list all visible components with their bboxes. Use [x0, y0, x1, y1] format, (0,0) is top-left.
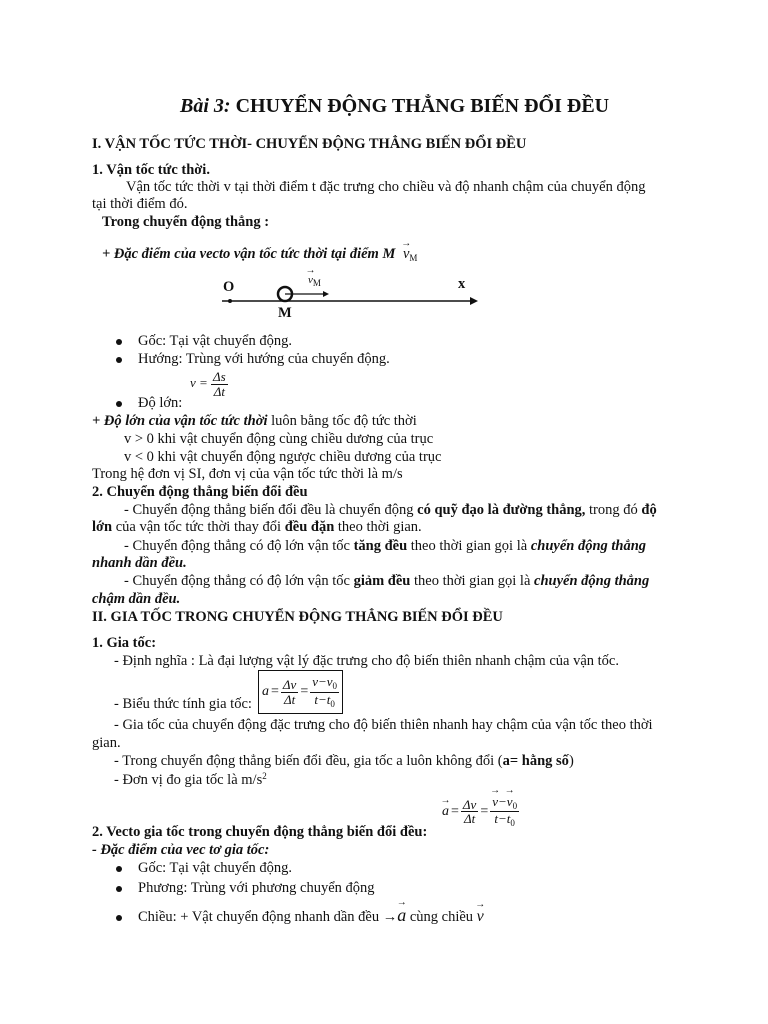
vm-subscript: M: [409, 253, 418, 263]
section-1-heading: I. VẬN TỐC TỨC THỜI- CHUYỂN ĐỘNG THẲNG BIẾN ĐỔI ĐỀU: [92, 136, 527, 152]
origin-point: [228, 299, 232, 303]
bullet-direction: Hướng: Trùng với hướng của chuyển động.: [138, 351, 390, 367]
bullet-dot: [116, 915, 122, 921]
direction-text: Chiều: + Vật chuyển động nhanh dần đều →: [138, 909, 398, 925]
fraction-numerator: Δs: [213, 369, 226, 384]
definition-line-2: [92, 520, 422, 536]
text-run: - Chuyển động thẳng có độ lớn vận tốc: [124, 538, 354, 554]
fraction-numerator: Δv: [282, 676, 297, 692]
vector-v: → v: [492, 795, 498, 809]
si-unit-note: Trong hệ đơn vị SI, đơn vị của vận tốc tức thời là m/s: [92, 466, 403, 482]
fraction-denominator: [312, 693, 337, 709]
fraction-denominator: Δt: [463, 811, 476, 827]
acceleration-definition: - Định nghĩa : Là đại lượng vật lý đặc trưng cho độ biến thiên nhanh chậm của vận tốc.: [114, 653, 619, 669]
acceleration-unit: [114, 772, 267, 789]
lesson-number: Bài 3:: [180, 95, 231, 117]
denominator-text: t−t: [314, 691, 331, 707]
text-run-bold: có quỹ đạo là đường thẳng,: [417, 502, 586, 518]
fraction-numerator: [461, 798, 478, 813]
section-2-heading: II. GIA TỐC TRONG CHUYỂN ĐỘNG THẲNG BIẾN ĐỔI ĐỀU: [92, 609, 503, 625]
fraction-numerator: [310, 675, 339, 692]
text-run-bold: đều đặn: [284, 519, 335, 535]
lesson-title: [180, 95, 609, 117]
bullet-dot: [116, 401, 122, 407]
straight-motion-label: Trong chuyển động thẳng :: [102, 214, 270, 230]
text-run: ): [568, 753, 574, 769]
bullet-dot: [116, 357, 122, 363]
minus-sign: −: [498, 794, 507, 809]
text-run-bold: tăng đều: [353, 538, 408, 554]
formula-equals: =: [480, 804, 489, 820]
formula-lhs: v =: [190, 375, 208, 391]
vm-symbol: [403, 246, 417, 262]
text-run: theo thời gian gọi là: [410, 573, 535, 589]
text-run-bold-italic: chuyển động thẳng: [530, 538, 647, 554]
origin-label: O: [223, 279, 235, 295]
acceleration-formula-box: [258, 670, 343, 714]
acceleration-characteristic-2: gian.: [92, 735, 121, 751]
magnitude-rest: luôn bằng tốc độ tức thời: [267, 413, 417, 429]
formula-equals: =: [300, 684, 309, 699]
point-m-label: M: [278, 305, 292, 321]
bullet-vector-origin: Gốc: Tại vật chuyển động.: [138, 860, 292, 876]
formula-fraction: [281, 678, 298, 706]
numerator-text: v−v: [312, 674, 333, 690]
text-run: theo thời gian gọi là: [407, 538, 531, 554]
magnitude-lead: + Độ lớn của vận tốc tức thời: [92, 413, 268, 429]
text-run: - Trong chuyển động thẳng biến đổi đều, gia tốc a luôn không đổi (: [114, 753, 503, 769]
formula-fraction: [310, 675, 339, 709]
bullet-magnitude: Độ lớn:: [138, 395, 183, 411]
accelerated-line-1: [124, 539, 646, 555]
acceleration-characteristic-1: - Gia tốc của chuyển động đặc trưng cho độ biến thiên nhanh hay chậm của vận tốc theo thời: [114, 717, 653, 733]
vector-v: → v: [477, 908, 484, 926]
formula-equals: =: [271, 684, 279, 699]
accelerated-line-2: nhanh dần đều.: [92, 555, 187, 571]
text-run: theo thời gian.: [334, 519, 422, 535]
bullet-vector-line: Phương: Trùng với phương chuyển động: [138, 880, 375, 896]
numerator-sub: 0: [332, 681, 338, 692]
fraction-denominator: Δt: [213, 383, 226, 399]
unit-text: - Đơn vị đo gia tốc là m/s: [114, 772, 263, 788]
velocity-vector-feature: [102, 247, 417, 264]
formula-fraction: [211, 370, 228, 398]
text-run: của vận tốc tức thời thay đổi: [112, 519, 285, 535]
vm-diagram-label: [308, 274, 321, 289]
positive-velocity-note: v > 0 khi vật chuyển động cùng chiều dương của trục: [124, 431, 434, 447]
feature-text: + Đặc điểm của vecto vận tốc tức thời tại điểm M: [102, 246, 396, 262]
text-run-bold: lớn: [92, 519, 113, 535]
motion-axis-diagram: [0, 276, 768, 336]
paragraph-line: tại thời điểm đó.: [92, 196, 188, 212]
vm-diagram-letter: → v: [308, 274, 313, 286]
bullet-dot: [116, 339, 122, 345]
bullet-dot: [116, 866, 122, 872]
subsection-1-1: 1. Vận tốc tức thời.: [92, 162, 210, 178]
negative-velocity-note: v < 0 khi vật chuyển động ngược chiều dương của trục: [124, 449, 442, 465]
axis-arrowhead: [470, 297, 478, 305]
bullet-origin: Gốc: Tại vật chuyển động.: [138, 333, 292, 349]
text-run: - Chuyển động thẳng có độ lớn vận tốc: [124, 573, 354, 589]
magnitude-note: [92, 414, 417, 430]
velocity-formula: [190, 370, 228, 398]
text-run-bold-italic: chuyển động thẳng: [534, 573, 650, 589]
numerator-text: Δv: [462, 796, 477, 812]
velocity-arrowhead: [323, 291, 329, 297]
direction-text: cùng chiều: [406, 909, 477, 925]
fraction-denominator: Δt: [283, 691, 296, 707]
bullet-dot: [116, 886, 122, 892]
acceleration-expression-label: - Biểu thức tính gia tốc:: [114, 696, 252, 712]
subsection-2-2: 2. Vecto gia tốc trong chuyển động thẳng biến đổi đều:: [92, 824, 428, 840]
lesson-name: CHUYỂN ĐỘNG THẲNG BIẾN ĐỔI ĐỀU: [230, 95, 610, 117]
text-run-bold: a= hằng số: [502, 753, 569, 769]
text-run: - Chuyển động thẳng biến đổi đều là chuyển động: [124, 502, 418, 518]
decelerated-line-2: chậm dần đều.: [92, 591, 181, 607]
formula-symbol: a: [262, 684, 269, 699]
subsection-2-1: 1. Gia tốc:: [92, 635, 157, 651]
formula-fraction: [461, 798, 478, 826]
denominator-text: t−t: [494, 811, 511, 827]
vm-diagram-sub: M: [312, 278, 321, 288]
vector-v0: → v: [507, 795, 513, 809]
x-axis-label: x: [458, 276, 466, 292]
denominator-sub: 0: [330, 698, 335, 709]
bullet-vector-direction: [138, 906, 484, 926]
definition-line-1: [124, 503, 657, 519]
vector-a-symbol: → a: [442, 804, 449, 819]
text-run-bold: độ: [641, 502, 657, 518]
paragraph-line: Vận tốc tức thời v tại thời điểm t đặc trưng cho chiều và độ nhanh chậm của chuyển động: [126, 179, 646, 195]
subsection-1-2: 2. Chuyển động thẳng biến đổi đều: [92, 484, 308, 500]
text-run: trong đó: [585, 502, 642, 518]
fraction-denominator: [492, 812, 517, 828]
constant-acceleration-note: [114, 754, 574, 770]
vector-a: → a: [397, 906, 406, 926]
unit-superscript: 2: [262, 771, 267, 781]
denominator-sub: 0: [510, 818, 515, 829]
decelerated-line-1: [124, 574, 649, 590]
formula-equals: =: [451, 804, 459, 820]
text-run-bold: giảm đều: [353, 573, 411, 589]
fraction-numerator: [490, 795, 519, 812]
vm-letter: → v: [403, 247, 409, 263]
vector-acceleration-formula: [442, 795, 519, 829]
formula-fraction: [490, 795, 519, 829]
vector-feature-heading: - Đặc điểm của vec tơ gia tốc:: [92, 842, 270, 858]
numerator-sub: 0: [512, 801, 518, 811]
